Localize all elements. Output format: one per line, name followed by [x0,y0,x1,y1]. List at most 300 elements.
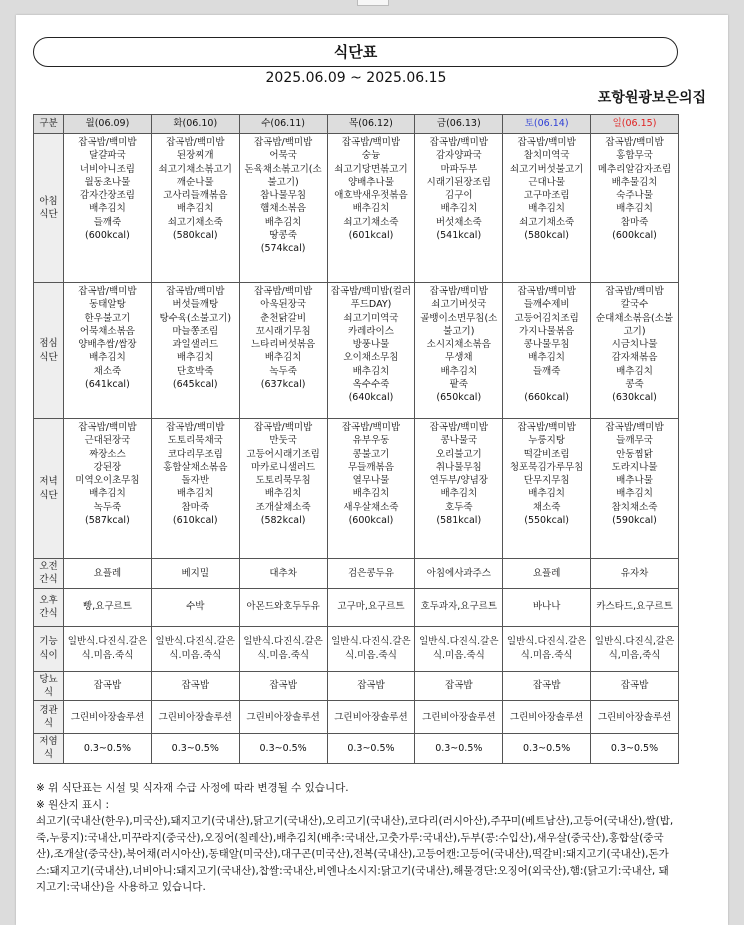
row-label-line: 점심 [39,338,58,350]
menu-item: 홍합살채소볶음 [163,461,228,473]
menu-item: 애호박새우젓볶음 [334,190,408,202]
menu-item: 배추김치 [616,488,653,500]
menu-item: 깨순나물 [176,176,214,188]
menu-item: 콩죽 [625,379,644,391]
menu-cell [503,626,591,671]
menu-item: 감자간장조림 [79,190,135,202]
menu-item: 0.3~0.5% [259,742,307,754]
menu-item: 어묵채소볶음 [79,325,135,337]
row-저녁식단 [34,419,679,559]
menu-item: 녹두죽 [269,365,297,377]
menu-item: 잡곡밥/백미밥 [605,137,664,148]
menu-cell [591,283,679,419]
menu-cell [415,588,503,626]
row-label [34,626,64,671]
menu-item: 양배추나물 [348,176,394,188]
menu-item: (641kcal) [85,379,130,391]
menu-item: 배추김치 [176,352,214,364]
menu-item: 배추김치 [176,488,214,500]
menu-item: 배추김치 [264,216,302,228]
menu-item: 배추김치 [352,203,390,215]
menu-item: (600kcal) [348,515,394,527]
menu-item: (640kcal) [348,392,394,404]
menu-item: 일반식.다진식.갈은식.미음.죽식 [67,636,148,661]
origin-text: 쇠고기(국내산(한우),미국산),돼지고기(국내산),닭고기(국내산),오리고기(국내산),코다리(러시아산),주꾸미(베트남산),고등어(국내산),쌀(밥,죽,누룽지):국내산,미꾸라지(중국산),오징어(칠레산),배추김치(배추:국내산,고춧가루:국내산),두부(콩:수입산),새우살(중국산),홍합살(중국산),조개살(중국산),북어채(러시아산),동태알(미국산),대구곤(미국산),전복(국내산),고등어캔:고등어(국내산),떡갈비:돼지고기(국내산),돈가스:돼지고기(국내산),너비아니:돼지고기(국내산),찹쌀:국내산,비엔나소시지:닭고기(국내산),해물경단:오징어(외국산),햄:(닭고기:국내산, 돼지고기:국내산)을 사용하고 있습니다. [36,815,674,893]
menu-item: 시금치나물 [611,339,658,351]
menu-item: 감자채볶음 [611,352,658,364]
menu-cell [327,701,415,734]
menu-item: 콩불고기 [352,448,390,460]
menu-cell [415,671,503,701]
menu-item: 일반식.다진식.갈은식.미음.죽식 [243,636,323,661]
menu-item: 옥수수죽 [352,379,390,391]
menu-cell [503,671,591,701]
menu-item: 그린비아장솔루션 [597,711,672,723]
menu-item: 아침에사과주스 [426,567,491,579]
day-header: 수(06.11) [239,115,327,134]
menu-item: 소시지채소볶음 [426,339,491,351]
menu-item: 쇠고기미역국 [343,312,399,324]
menu-item: 검은콩두유 [348,567,394,579]
menu-cell [151,626,239,671]
menu-item: 배추김치 [528,352,565,364]
change-notice: ※ 위 식단표는 시설 및 식자재 수급 사정에 따라 변경될 수 있습니다. [36,782,349,794]
row-label [34,559,64,589]
menu-cell [239,626,327,671]
menu-item: 요플레 [532,567,561,579]
menu-item: 너비아니조림 [79,163,135,175]
menu-item: 홍합무국 [616,150,653,162]
menu-cell [415,626,503,671]
menu-item: 오이채소무침 [343,352,399,364]
menu-cell [503,701,591,734]
menu-item: 탕수육(소불고기) [159,312,232,324]
menu-cell [415,734,503,764]
menu-item: 만둣국 [269,435,297,447]
menu-item: 잡곡밥/백미밥 [517,286,576,297]
menu-item: 된장찌개 [176,150,214,162]
menu-item: 배추김치 [352,365,390,377]
menu-item: 고사리들깨볶음 [163,190,228,202]
menu-item: 과일샐러드 [172,339,219,351]
row-label-line: 오후 [39,594,58,606]
menu-item: 그린비아장솔루션 [422,711,496,723]
row-기능식이 [34,626,679,671]
menu-item: (650kcal) [436,392,482,404]
menu-item: (581kcal) [436,515,482,527]
menu-item: (590kcal) [612,515,657,527]
menu-item: 배추김치 [176,203,214,215]
menu-item: 새우살채소죽 [343,501,399,513]
menu-item: (637kcal) [260,379,306,391]
menu-item: 쇠고기채소죽 [167,216,223,228]
menu-item: 들깨무국 [616,435,653,447]
menu-cell [327,671,415,701]
menu-cell [591,588,679,626]
menu-cell [503,588,591,626]
menu-item: 근대나물 [528,176,565,188]
menu-item: 참마죽 [181,501,210,513]
menu-item: 골뱅이소면무침(소불고기) [420,312,498,337]
menu-cell [151,588,239,626]
menu-item: 0.3~0.5% [435,742,483,754]
row-label-line: 저염 [39,736,58,748]
menu-item: 배추김치 [528,488,565,500]
menu-cell [591,701,679,734]
menu-item: 잡곡밥 [445,680,473,692]
menu-item: 쇠고기채소죽 [519,216,575,228]
menu-item: 유자차 [620,567,649,579]
menu-cell [151,701,239,734]
menu-item: 도토리묵무침 [255,475,311,487]
row-label-line: 당뇨 [39,673,58,685]
menu-item: 돈육채소볶고기(소불고기) [244,163,322,188]
row-경관식 [34,701,679,734]
menu-item: 느타리버섯볶음 [250,339,316,351]
menu-item: 요플레 [93,567,122,579]
menu-item: 0.3~0.5% [83,742,132,754]
menu-item: 잡곡밥/백미밥 [429,422,488,433]
menu-cell [503,134,591,283]
menu-item: 0.3~0.5% [523,742,571,754]
menu-item: 잡곡밥/백미밥 [517,137,576,148]
menu-cell [591,419,679,559]
menu-item: (600kcal) [85,230,130,242]
menu-item: 그린비아장솔루션 [509,711,584,723]
menu-item: 카레라이스 [348,325,394,337]
menu-item: 칼국수 [620,299,649,311]
row-label-line: 식 [43,718,54,730]
menu-cell [239,559,327,589]
menu-item: 잡곡밥/백미밥 [253,422,313,433]
menu-item: 쇠고기버섯국 [431,299,487,311]
menu-item: 잡곡밥 [620,680,649,692]
menu-item: 배추김치 [528,203,565,215]
menu-item: 유부우동 [352,435,390,447]
menu-item: (610kcal) [172,515,218,527]
menu-item: 배추김치 [616,365,653,377]
menu-item: (580kcal) [172,230,218,242]
row-label-line: 식 [43,749,54,761]
menu-cell [415,559,503,589]
row-label-line: 식 [43,686,54,698]
menu-item: 잡곡밥/백미밥 [341,422,401,433]
menu-item: 아몬드와호두두유 [246,601,320,613]
row-label-line: 기능 [39,636,58,648]
menu-item: 한우불고기 [84,312,131,324]
menu-item: 잡곡밥/백미밥 [605,422,664,433]
header-row [34,115,679,134]
menu-item: 잡곡밥 [269,680,297,692]
menu-item: 무생채 [445,352,473,364]
row-label-line: 식단 [39,489,58,501]
row-label-line: 경관 [39,704,58,716]
menu-cell [327,588,415,626]
menu-cell [327,134,415,283]
menu-cell [239,134,327,283]
menu-item: 시래기된장조림 [426,176,491,188]
row-label [34,671,64,701]
menu-item: 마파두부 [440,163,478,175]
row-label-line: 저녁 [39,476,58,488]
day-header: 금(06.13) [415,115,503,134]
page-title: 식단표 [33,37,678,67]
menu-item: 일반식.다진식.갈은식.미음.죽식 [419,636,499,661]
menu-item: 호두죽 [445,501,473,513]
menu-item: 카스타드,요구르트 [596,601,673,613]
menu-item: 빵,요구르트 [82,601,132,613]
menu-item: 코다리무조림 [167,448,223,460]
menu-cell [591,734,679,764]
menu-item: 참나물무침 [260,190,307,202]
menu-cell [151,734,239,764]
menu-item: 호두과자,요구르트 [420,601,498,613]
menu-item: 청포묵김가루무침 [509,461,584,473]
date-range: 2025.06.09 ~ 2025.06.15 [265,70,447,86]
menu-item: 베지밀 [181,567,210,579]
menu-item: 배추김치 [440,365,478,377]
menu-item: 방풍나물 [352,339,390,351]
menu-item: 숭늉 [361,150,381,162]
menu-cell [503,559,591,589]
menu-item: 채소죽 [532,501,561,513]
menu-item: 배추김치 [440,488,478,500]
menu-cell [415,419,503,559]
menu-item: 마늘쫑조림 [172,325,219,337]
menu-item: (601kcal) [348,230,394,242]
menu-item: 감자양파국 [435,150,482,162]
menu-item [504,378,589,391]
menu-item: 수박 [186,601,205,613]
menu-item: 월동초나물 [84,176,131,188]
menu-cell [503,419,591,559]
menu-item: 일반식.다진식.갈은식.미음.죽식 [506,636,587,661]
menu-cell [151,134,239,283]
menu-cell [591,134,679,283]
menu-item: 배추나물 [616,475,653,487]
row-label-line: 아침 [39,195,58,207]
menu-item: 배추김치 [264,352,302,364]
menu-item: 0.3~0.5% [347,742,395,754]
menu-cell [327,626,415,671]
menu-cell [64,626,152,671]
menu-item: 고등어시래기조림 [246,448,320,460]
menu-item: 가지나물볶음 [519,325,575,337]
menu-cell [591,559,679,589]
menu-item: 배추김치 [89,352,126,364]
menu-body [34,134,679,764]
menu-cell [64,419,152,559]
menu-item: 그린비아장솔루션 [70,711,145,723]
menu-item: 바나나 [532,601,561,613]
menu-item: 버섯채소죽 [435,216,482,228]
menu-item: 잡곡밥 [93,680,122,692]
menu-item: 고등어김치조림 [514,312,579,324]
menu-cell [64,134,152,283]
menu-cell [239,701,327,734]
origin-label: ※ 원산지 표시 : [36,798,110,811]
menu-item: 그린비아장솔루션 [246,711,320,723]
menu-item: 숙주나물 [616,190,653,202]
menu-item: 잡곡밥 [357,680,385,692]
menu-cell [239,734,327,764]
menu-item: 잡곡밥/백미밥 [429,286,488,297]
menu-item: 잡곡밥/백미밥 [253,286,313,297]
menu-item: (580kcal) [524,230,569,242]
row-당뇨식 [34,671,679,701]
menu-item: 채소죽 [93,365,122,377]
menu-item: 녹두죽 [93,501,122,513]
menu-item: 들깨수제비 [523,299,570,311]
menu-item: 잡곡밥/백미밥 [166,137,225,148]
menu-cell [239,671,327,701]
menu-item: (541kcal) [436,230,482,242]
menu-item: 일반식.다진식.갈은식.미음.죽식 [155,636,235,661]
scroll-tab [357,0,389,6]
menu-item: 고구마,요구르트 [337,601,405,613]
menu-item: 잡곡밥/백미밥 [78,286,137,297]
menu-item: 잡곡밥/백미밥 [253,137,313,148]
menu-cell [64,671,152,701]
menu-item: (582kcal) [260,515,306,527]
menu-item: (587kcal) [85,515,130,527]
menu-item: 일반식.다진식.갈은식.미음.죽식 [331,636,411,661]
menu-item: (660kcal) [524,392,569,404]
menu-item: 김구이 [445,190,473,202]
row-label [34,419,64,559]
menu-item: 어묵국 [269,150,297,162]
menu-item: 쇠고기버섯불고기 [509,163,584,175]
row-label [34,283,64,419]
menu-cell [239,283,327,419]
row-label-line: 오전 [39,561,58,572]
menu-item: 취나물무침 [435,461,482,473]
menu-item: 배추김치 [89,488,126,500]
menu-cell [239,588,327,626]
menu-item: 0.3~0.5% [171,742,219,754]
menu-cell [64,559,152,589]
menu-item: 떡갈비조림 [523,448,570,460]
day-header: 목(06.12) [327,115,415,134]
row-label [34,734,64,764]
menu-item: 아욱된장국 [260,299,307,311]
menu-item: 들깨죽 [93,216,122,228]
menu-table [33,114,679,764]
menu-item: 잡곡밥/백미밥 [78,137,137,148]
menu-item: (645kcal) [172,379,218,391]
menu-item: 참치미역국 [523,150,570,162]
row-저염식 [34,734,679,764]
menu-cell [151,671,239,701]
menu-cell [327,559,415,589]
menu-cell [239,419,327,559]
menu-cell [327,419,415,559]
menu-item: 팥죽 [449,379,468,391]
menu-cell [64,283,152,419]
menu-cell [151,419,239,559]
menu-item: 도토리묵채국 [167,435,223,447]
menu-item: 잡곡밥/백미밥 [429,137,488,148]
menu-item: 들깨죽 [532,365,561,377]
menu-item: 그린비아장솔루션 [158,711,232,723]
menu-cell [415,134,503,283]
row-label-line: 식단 [39,209,58,220]
menu-cell [415,701,503,734]
menu-item: 잡곡밥/백미밥 [605,286,664,297]
menu-cell [415,283,503,419]
menu-item: 콩나물무침 [523,339,570,351]
menu-item: 버섯들깨탕 [172,299,219,311]
row-label [34,701,64,734]
day-header: 월(06.09) [64,115,152,134]
menu-item: 열무나물 [352,475,390,487]
menu-cell [64,734,152,764]
menu-item: 안동찜닭 [616,448,653,460]
day-header-sunday: 일(06.15) [591,115,679,134]
menu-item: 배추김치 [89,203,126,215]
menu-item: (550kcal) [524,515,569,527]
menu-item: 땅콩죽 [269,230,297,242]
menu-cell [591,626,679,671]
menu-cell [151,283,239,419]
menu-cell [503,283,591,419]
menu-item: 누룽지탕 [528,435,565,447]
menu-item: 동태알탕 [89,299,126,311]
menu-item: 연두부/양념장 [429,475,488,487]
row-점심식단 [34,283,679,419]
menu-item: 햄채소볶음 [260,203,307,215]
menu-item: 마카로니샐러드 [250,461,316,473]
menu-item: 참치채소죽 [611,501,658,513]
row-오전간식 [34,559,679,589]
menu-item: 쇠고기채소볶고기 [158,163,232,175]
menu-cell [503,734,591,764]
menu-cell [64,701,152,734]
row-label-line: 간식 [39,608,58,620]
row-오후간식 [34,588,679,626]
menu-item: 참마죽 [620,216,649,228]
menu-item: 강된장 [93,461,122,473]
row-label-line: 식단 [39,351,58,363]
row-label [34,134,64,283]
menu-item: 배추물김치 [611,176,658,188]
menu-item: 쇠고기채소죽 [343,216,399,228]
menu-item: 춘천닭갈비 [260,312,307,324]
menu-item: 잡곡밥/백미밥 [166,286,225,297]
menu-item: 배추김치 [440,203,478,215]
menu-item: 무들깨볶음 [348,461,394,473]
menu-item: 잡곡밥/백미밥 [166,422,225,433]
menu-item: 단무지무침 [523,475,570,487]
menu-cell [327,283,415,419]
menu-item: (574kcal) [260,243,306,255]
menu-item: 고구마조림 [523,190,570,202]
menu-item: 쇠고기당면볶고기 [334,163,408,175]
menu-item: 짜장소스 [89,448,126,460]
menu-item: 배추김치 [352,488,390,500]
menu-item: (600kcal) [612,230,657,242]
menu-item: 근대된장국 [84,435,131,447]
menu-item: 조개살채소죽 [255,501,311,513]
menu-item: 양배추쌈/쌈장 [78,339,137,351]
menu-item: 잡곡밥/백미밥(컬러푸드DAY) [330,286,412,311]
menu-item: 잡곡밥 [532,680,561,692]
menu-item: 배추김치 [264,488,302,500]
menu-item: 달걀파국 [89,150,126,162]
menu-item: 도라지나물 [611,461,658,473]
menu-cell [591,671,679,701]
menu-cell [327,734,415,764]
